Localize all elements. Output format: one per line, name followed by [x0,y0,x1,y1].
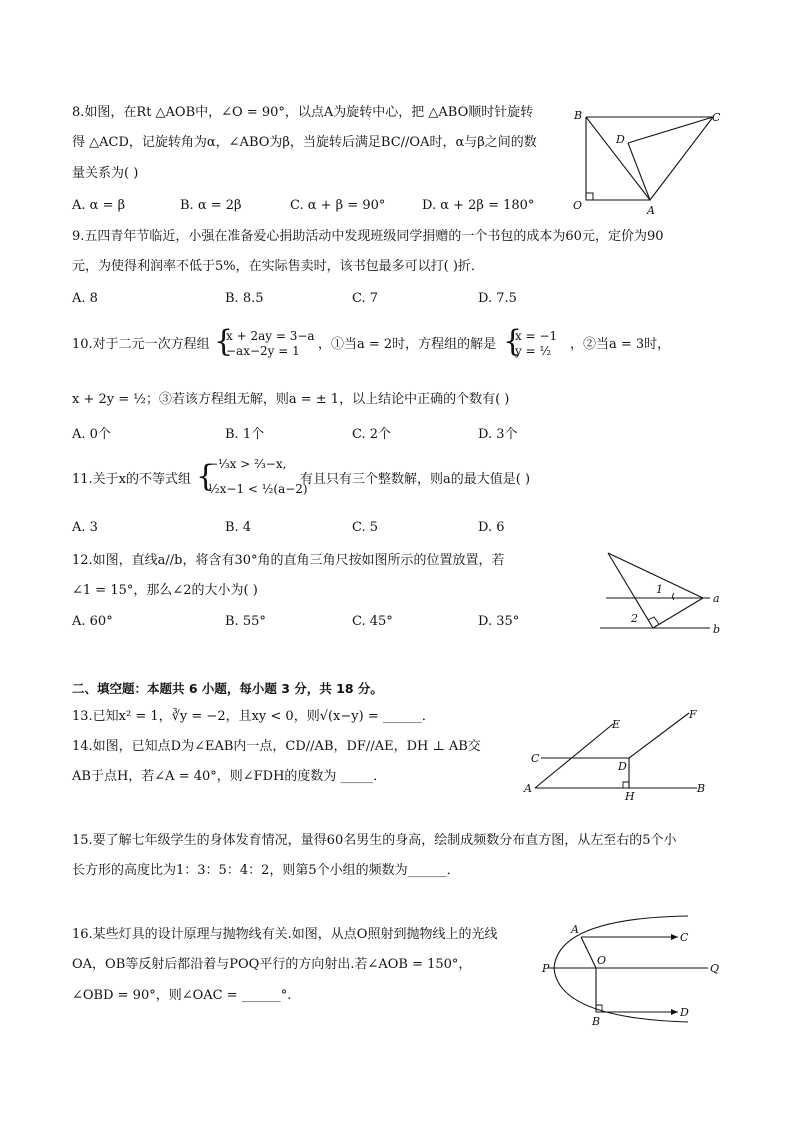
q12-option-c[interactable]: C. 45° [352,614,393,629]
q10-solution-brace: { [503,324,523,359]
q10-option-c[interactable]: C. 2个 [352,427,392,442]
q11-system-brace: { [196,459,216,494]
q11-option-c[interactable]: C. 5 [352,520,379,535]
q16-line3: ∠OBD = 90°，则∠OAC = ______°. [72,988,292,1003]
q11-option-b[interactable]: B. 4 [225,520,252,535]
q10-solution-top: x = −1 [515,329,558,343]
q16-label-o: O [597,954,607,967]
q8-label-o: O [573,199,583,212]
section-fill-in-heading: 二、填空题：本题共 6 小题，每小题 3 分，共 18 分。 [72,681,383,696]
q16-label-q: Q [710,962,720,975]
q15-line1: 15.要了解七年级学生的身体发育情况，量得60名男生的身高，绘制成频数分布直方图，从左至右的5个小 [72,833,677,848]
q14-label-a: A [524,782,532,795]
q8-label-c: C [712,111,721,124]
q14-figure [525,708,715,803]
q10-system-top: x + 2ay = 3−a [226,329,315,343]
q11-option-d[interactable]: D. 6 [478,520,505,535]
q8-option-b[interactable]: B. α = 2β [180,198,242,213]
q9-line2: 元，为使得利润率不低于5%，在实际售卖时，该书包最多可以打( )折． [72,259,484,274]
q12-option-a[interactable]: A. 60° [72,614,113,629]
q10-solution-bottom: y = ½ [515,344,552,358]
q8-line1: 8.如图，在Rt △AOB中，∠O = 90°，以点A为旋转中心，把 △ABO顺时针旋转 [72,105,534,120]
q11-system-bottom: ½x−1 < ½(a−2) [208,482,308,496]
q9-option-d[interactable]: D. 7.5 [478,291,517,306]
q12-label-a: a [713,592,720,605]
q10-system-brace: { [214,324,234,359]
q8-label-a: A [647,204,655,217]
q10-prefix: 10.对于二元一次方程组 [72,337,210,352]
q14-label-b: B [697,782,706,795]
q8-label-d: D [616,133,625,146]
q12-option-b[interactable]: B. 55° [225,614,266,629]
q9-option-a[interactable]: A. 8 [72,291,98,306]
q10-option-d[interactable]: D. 3个 [478,427,518,442]
q16-label-d: D [680,1006,689,1019]
q16-figure [538,908,728,1033]
q12-option-d[interactable]: D. 35° [478,614,520,629]
q16-line2: OA，OB等反射后都沿着与POQ平行的方向射出.若∠AOB = 150°， [72,957,472,972]
q15-line2: 长方形的高度比为1：3：5：4：2，则第5个小组的频数为______． [72,863,460,878]
q12-label-1: 1 [656,583,663,596]
q12-label-b: b [713,623,721,636]
q12-figure [598,553,728,638]
q8-line3: 量关系为( ) [72,166,139,181]
q11-option-a[interactable]: A. 3 [72,520,98,535]
q8-figure [570,105,730,220]
q10-tail: ，②当a = 3时， [570,337,671,352]
q10-system-bottom: −ax−2y = 1 [226,344,300,358]
q8-option-a[interactable]: A. α = β [72,198,126,213]
q8-option-c[interactable]: C. α + β = 90° [290,198,386,213]
q14-label-d: D [618,760,627,773]
q14-line2: AB于点H，若∠A = 40°，则∠FDH的度数为 _____． [72,769,387,784]
q12-label-2: 2 [631,612,638,625]
q14-label-c: C [531,752,540,765]
q11-prefix: 11.关于x的不等式组 [72,472,192,487]
q12-options [72,613,552,631]
q16-line1: 16.某些灯具的设计原理与抛物线有关.如图，从点O照射到抛物线上的光线 [72,927,498,942]
q10-option-b[interactable]: B. 1个 [225,427,265,442]
q9-option-c[interactable]: C. 7 [352,291,379,306]
q10-line2: x + 2y = ½；③若该方程组无解，则a = ± 1，以上结论中正确的个数有( ) [72,392,510,407]
q12-line1: 12.如图，直线a//b，将含有30°角的直角三角尺按如图所示的位置放置，若 [72,553,505,568]
q14-label-h: H [625,790,635,803]
q16-label-p: P [542,962,550,975]
q14-line1: 14.如图，已知点D为∠EAB内一点，CD//AB，DF//AE，DH ⊥ AB交 [72,739,481,754]
q11-system-top: −⅓x > ⅔−x, [208,457,287,471]
q9-options [72,290,552,308]
q10-option-a[interactable]: A. 0个 [72,427,111,442]
q11-options [72,519,552,537]
q8-label-b: B [574,109,583,122]
q16-label-b: B [592,1015,601,1028]
q8-option-d[interactable]: D. α + 2β = 180° [422,198,535,213]
q16-label-c: C [680,931,689,944]
q11-tail: 有且只有三个整数解，则a的最大值是( ) [300,472,531,487]
q10-options [72,426,552,444]
q16-label-a: A [571,923,579,936]
q12-line2: ∠1 = 15°，那么∠2的大小为( ) [72,583,258,598]
q10-mid: ，①当a = 2时，方程组的解是 [318,337,497,352]
q13-text: 13.已知x² = 1，∛y = −2，且xy < 0，则√(x−y) = ______． [72,709,435,724]
q8-line2: 得 △ACD，记旋转角为α，∠ABO为β，当旋转后满足BC//OA时，α与β之间的数 [72,135,537,150]
q9-option-b[interactable]: B. 8.5 [225,291,264,306]
q14-label-e: E [612,718,621,731]
q14-label-f: F [689,708,697,721]
q9-line1: 9.五四青年节临近，小强在准备爱心捐助活动中发现班级同学捐赠的一个书包的成本为60元，定价为90 [72,229,664,244]
q8-options [72,197,552,215]
